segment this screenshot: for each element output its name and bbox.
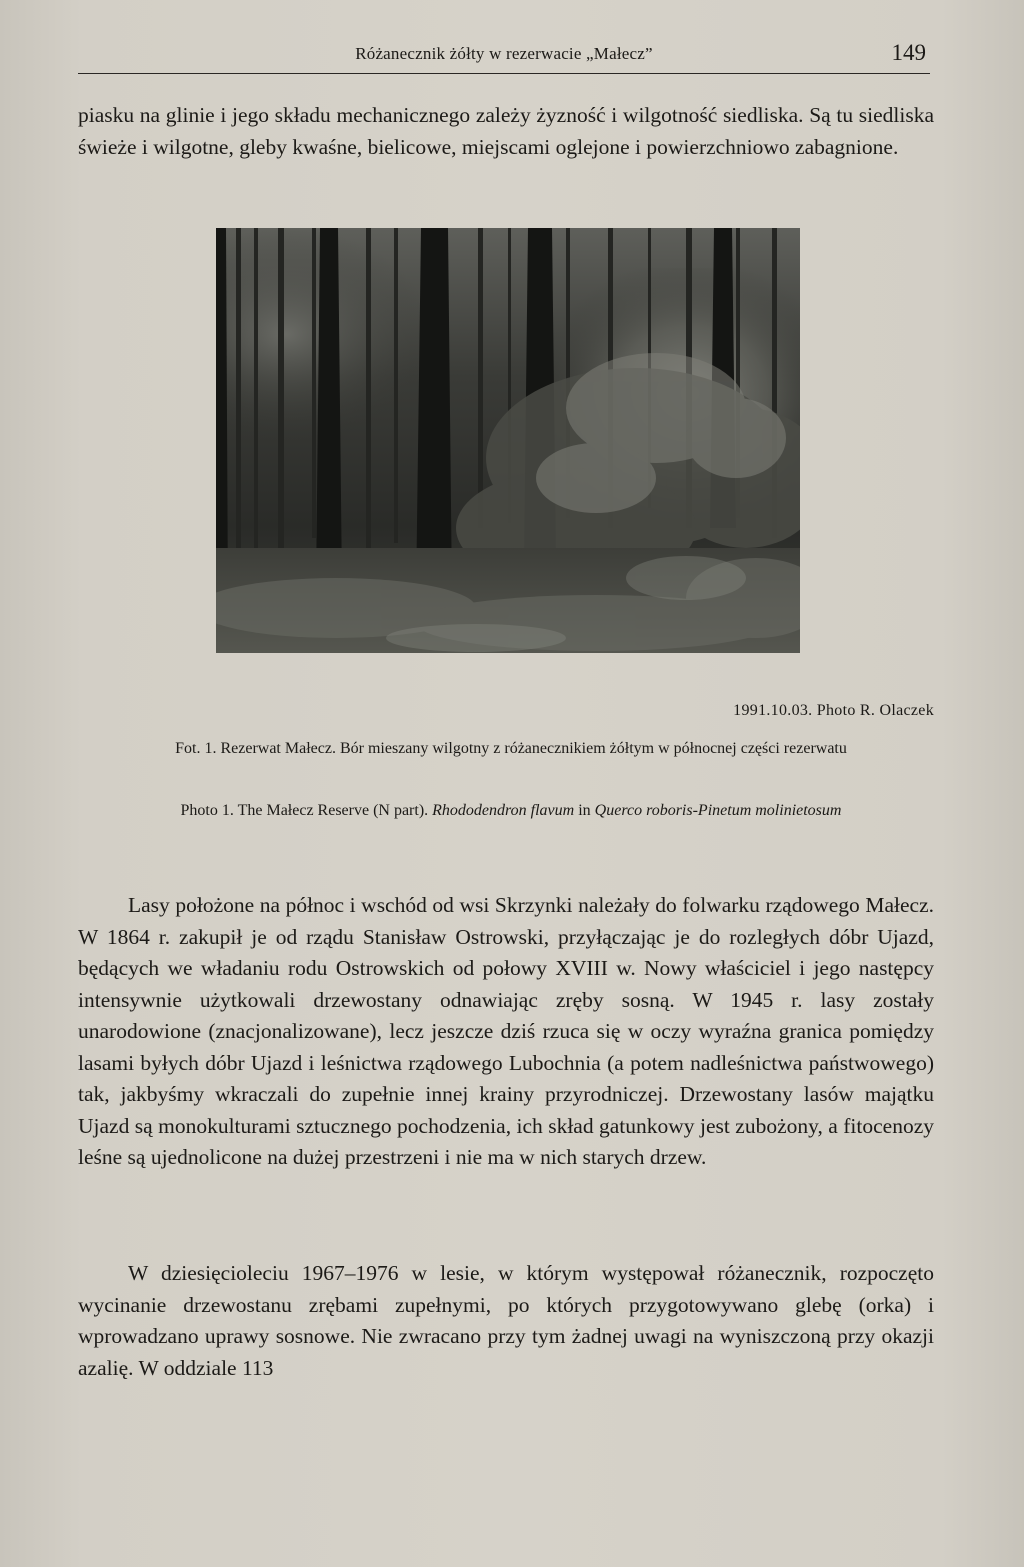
paragraph-1: Lasy położone na północ i wschód od wsi Skrzynki należały do folwarku rządowego Małecz. W 1864 r. zakupił je od rządu Stanisław Ostrowski, przyłączając je do rozległych dóbr Ujazd, będących we władaniu rodu Ostrowskich od połowy XVIII w. Nowy właściciel i jego następcy intensywnie użytkowali drzewostany odnawiając zręby sosną. W 1945 r. lasy zostały unarodowione (znacjonalizowane), lecz jeszcze dziś rzuca się w oczy wyraźna granica pomiędzy lasami byłych dóbr Ujazd i leśnictwa rządowego Lubochnia (a potem nadleśnictwa państwowego) tak, jakbyśmy wkraczali do zupełnie innej krainy przyrodniczej. Drzewostany lasów majątku Ujazd są monokulturami sztucznego pochodzenia, ich skład gatunkowy jest zubożony, a fitocenozy leśne są ujednolicone na dużej przestrzeni i nie ma w nich starych drzew. [78,893,934,1169]
caption-english-community: Querco roboris-Pinetum molinietosum [594,802,842,819]
running-head [78,40,930,72]
photo-credit: 1991.10.03. Photo R. Olaczek [733,702,934,719]
caption-english-in: in [578,802,591,819]
caption-english-species: Rhododendron flavum [432,802,575,819]
forest-photo [216,228,800,653]
page-number: 149 [891,40,926,65]
caption-english [88,798,934,824]
forest-photo-image [216,228,800,653]
caption-polish: Fot. 1. Rezerwat Małecz. Bór mieszany wilgotny z różanecznikiem żółtym w północnej części rezerwatu [175,740,847,757]
paragraph-2: W dziesięcioleciu 1967–1976 w lesie, w którym występował różanecznik, rozpoczęto wycinanie drzewostanu zrębami zupełnymi, po których przygotowywano glebę (orka) i wprowadzano uprawy sosnowe. Nie zwracano przy tym żadnej uwagi na wyniszczoną przy okazji azalię. W oddziale 113 [78,1261,934,1380]
header-rule [78,73,930,74]
running-title: Różanecznik żółty w rezerwacie „Małecz” [355,44,653,63]
paragraph-top: piasku na glinie i jego składu mechanicznego zależy żyzność i wilgotność siedliska. Są tu siedliska świeże i wilgotne, gleby kwaśne, bielicowe, miejscami oglejone i powierzchniowo zabagnione. [78,103,934,159]
caption-english-prefix: Photo 1. The Małecz Reserve (N part). [180,802,429,819]
